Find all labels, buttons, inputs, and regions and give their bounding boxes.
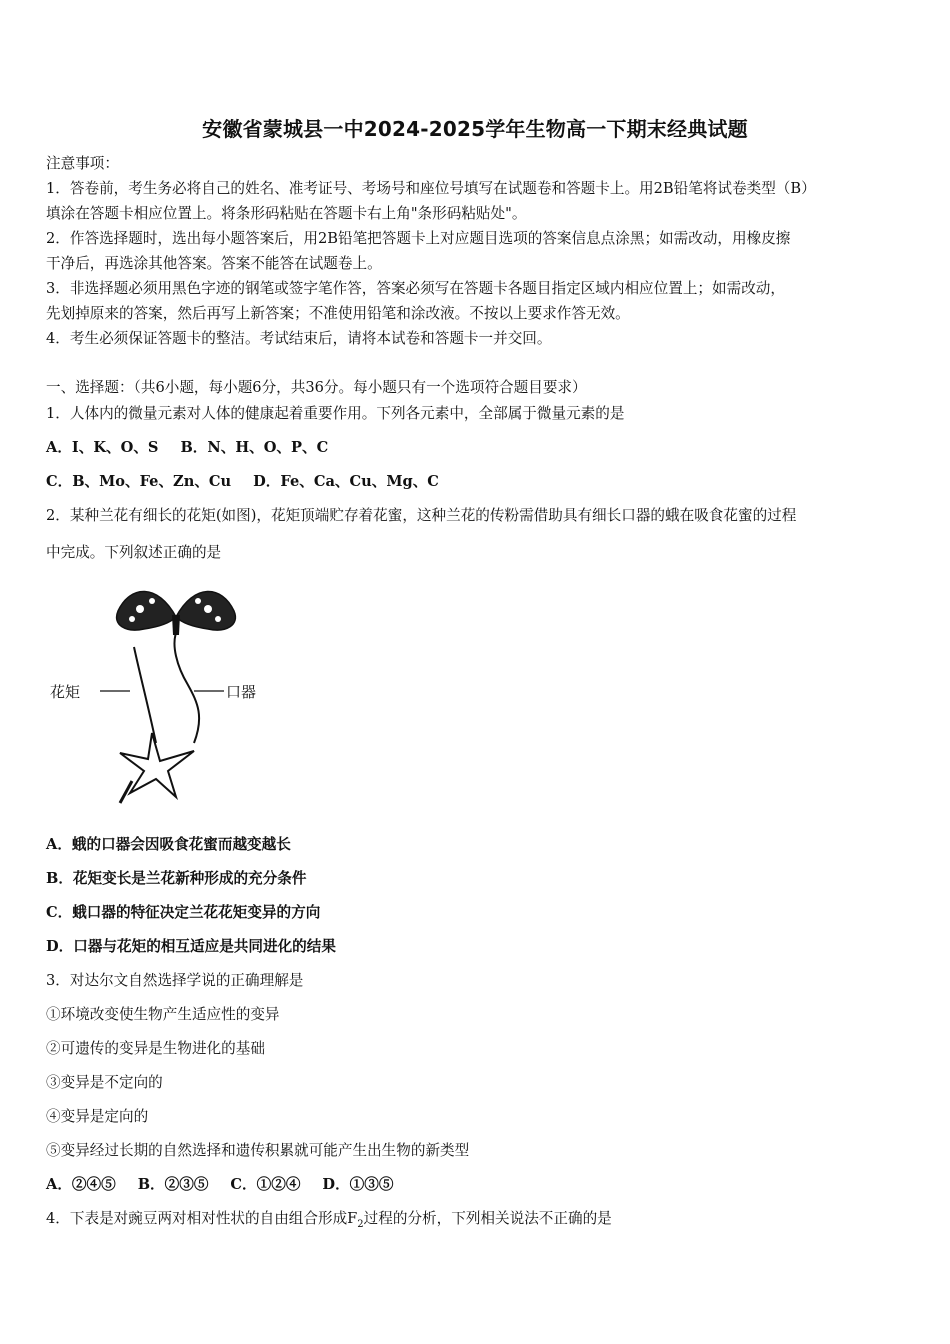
notice-line-2: 填涂在答题卡相应位置上。将条形码粘贴在答题卡右上角"条形码粘贴处"。 xyxy=(46,205,527,222)
q3-statement-3: ③变异是不定向的 xyxy=(46,1074,163,1091)
notice-line-6: 先划掉原来的答案，然后再写上新答案；不准使用铅笔和涂改液。不按以上要求作答无效。 xyxy=(46,305,630,322)
q2-stem-line-1: 2．某种兰花有细长的花矩(如图)，花矩顶端贮存着花蜜，这种兰花的传粉需借助具有细长口器的蛾在吸食花蜜的过程 xyxy=(46,507,797,524)
q1-option-c: C．B、Mo、Fe、Zn、Cu xyxy=(46,473,232,490)
q4-stem-post: 过程的分析，下列相关说法不正确的是 xyxy=(363,1210,612,1227)
q3-statement-2: ②可遗传的变异是生物进化的基础 xyxy=(46,1040,265,1057)
notice-heading: 注意事项： xyxy=(46,155,119,172)
q3-option-c: C．①②④ xyxy=(230,1176,301,1193)
notice-line-1: 1．答卷前，考生务必将自己的姓名、准考证号、考场号和座位号填写在试题卷和答题卡上。用2B铅笔将试卷类型（B） xyxy=(46,180,816,197)
q3-option-a: A．②④⑤ xyxy=(46,1176,116,1193)
q1-options-row-2 xyxy=(46,470,439,491)
q2-option-d: D．口器与花矩的相互适应是共同进化的结果 xyxy=(46,938,336,955)
q3-statement-1: ①环境改变使生物产生适应性的变异 xyxy=(46,1006,280,1023)
q1-stem: 1．人体内的微量元素对人体的健康起着重要作用。下列各元素中，全部属于微量元素的是 xyxy=(46,405,625,422)
q1-option-d: D．Fe、Ca、Cu、Mg、C xyxy=(253,473,439,490)
section-heading: 一、选择题：（共6小题，每小题6分，共36分。每小题只有一个选项符合题目要求） xyxy=(46,379,587,396)
orchid-moth-figure xyxy=(48,575,278,815)
spur-line xyxy=(134,647,156,743)
q2-option-a: A．蛾的口器会因吸食花蜜而越变越长 xyxy=(46,836,291,853)
orchid-flower-icon xyxy=(120,733,194,797)
q1-options-row-1 xyxy=(46,436,328,457)
q4-stem-pre: 4．下表是对豌豆两对相对性状的自由组合形成F xyxy=(46,1210,358,1227)
q2-option-c: C．蛾口器的特征决定兰花花矩变异的方向 xyxy=(46,904,321,921)
proboscis-line xyxy=(175,633,200,743)
moth-icon xyxy=(117,591,236,635)
q3-option-d: D．①③⑤ xyxy=(322,1176,394,1193)
page-title: 安徽省蒙城县一中2024-2025学年生物高一下期末经典试题 xyxy=(202,117,748,141)
q1-option-b: B．N、H、O、P、C xyxy=(180,439,329,456)
q4-stem-subscript: 2 xyxy=(357,1218,364,1230)
notice-line-4: 干净后，再选涂其他答案。答案不能答在试题卷上。 xyxy=(46,255,382,272)
q3-statement-4: ④变异是定向的 xyxy=(46,1108,149,1125)
q3-option-b: B．②③⑤ xyxy=(137,1176,209,1193)
notice-line-3: 2．作答选择题时，选出每小题答案后，用2B铅笔把答题卡上对应题目选项的答案信息点涂黑；如需改动，用橡皮擦 xyxy=(46,230,791,247)
notice-line-7: 4．考生必须保证答题卡的整洁。考试结束后，请将本试卷和答题卡一并交回。 xyxy=(46,330,552,347)
q4-stem xyxy=(46,1207,612,1230)
q2-option-b: B．花矩变长是兰花新种形成的充分条件 xyxy=(46,870,307,887)
q3-stem: 3．对达尔文自然选择学说的正确理解是 xyxy=(46,972,304,989)
q2-stem-line-2: 中完成。下列叙述正确的是 xyxy=(46,544,222,561)
q1-option-a: A．I、K、O、S xyxy=(46,439,159,456)
proboscis-label: 口器 xyxy=(226,683,257,701)
q3-options-row xyxy=(46,1173,393,1194)
spur-label: 花矩 xyxy=(50,683,81,701)
notice-line-5: 3．非选择题必须用黑色字迹的钢笔或签字笔作答，答案必须写在答题卡各题目指定区域内相应位置上；如需改动， xyxy=(46,280,785,297)
q3-statement-5: ⑤变异经过长期的自然选择和遗传积累就可能产生出生物的新类型 xyxy=(46,1142,470,1159)
